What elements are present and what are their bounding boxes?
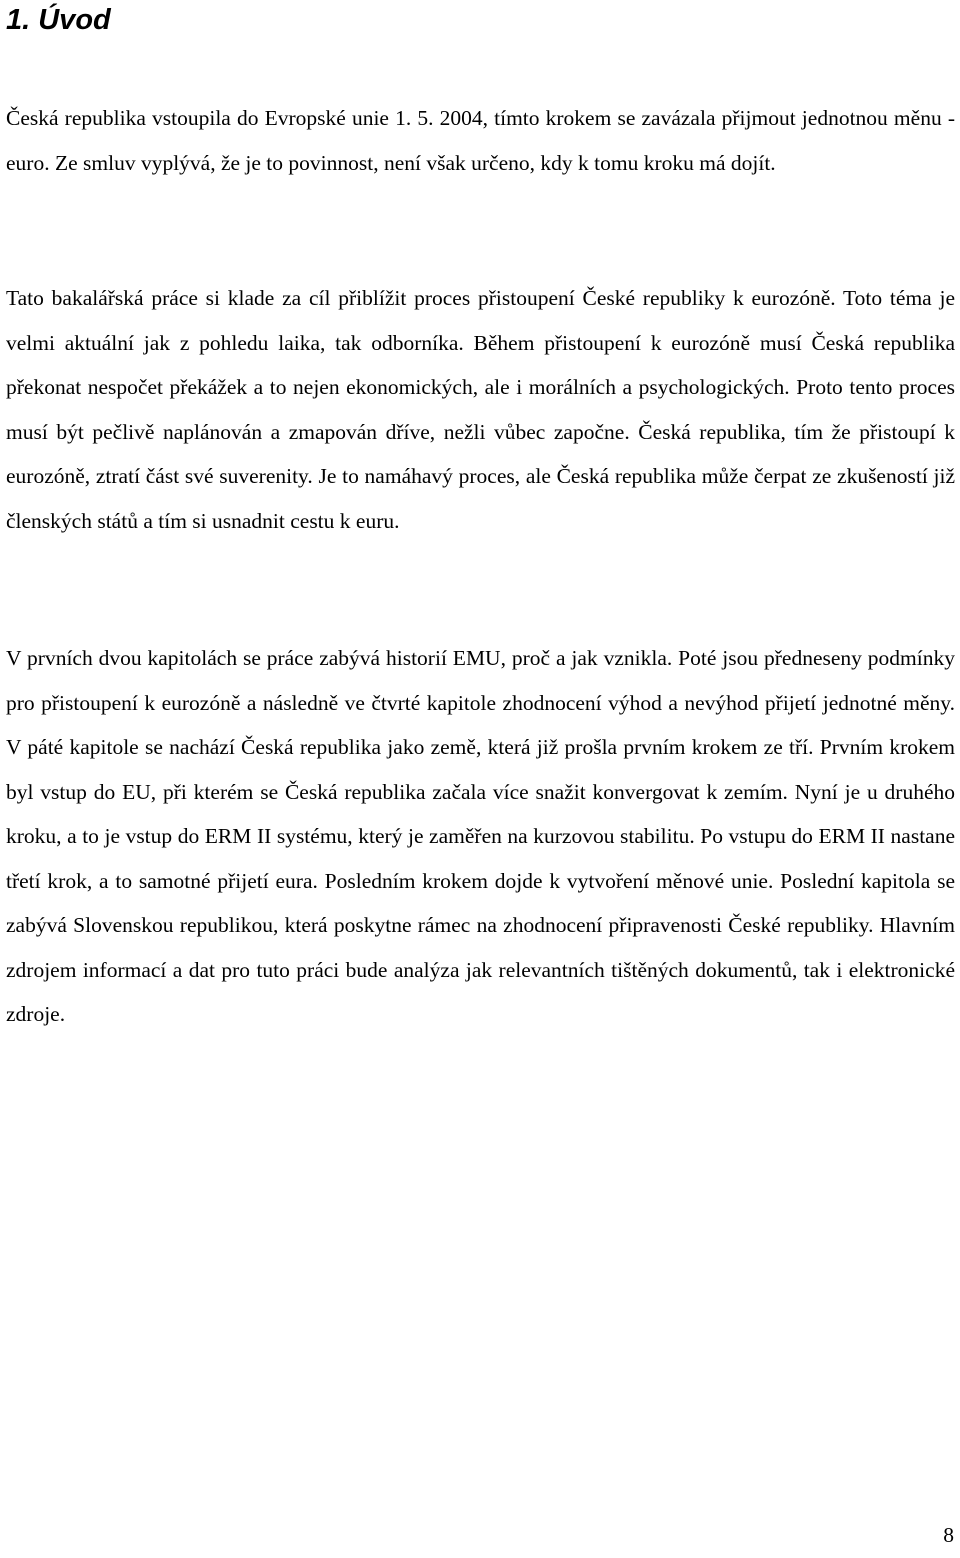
page-number: 8 [943,1523,954,1547]
section-heading: 1. Úvod [6,4,111,36]
paragraph-goal: Tato bakalářská práce si klade za cíl přiblížit proces přistoupení České republiky k eurozóně. Toto téma je velmi aktuální jak z pohledu laika, tak odborníka. Během přistoupení k eurozóně musí Česká republika překonat nespočet překážek a to nejen ekonomických, ale i morálních a psychologických. Proto tento proces musí být pečlivě naplánován a zmapován dříve, nežli vůbec započne. Česká republika, tím že přistoupí k eurozóně, ztratí část své suverenity. Je to namáhavý proces, ale Česká republika může čerpat ze zkušeností již členských států a tím si usnadnit cestu k euru. [6,286,955,533]
paragraph-intro: Česká republika vstoupila do Evropské unie 1. 5. 2004, tímto krokem se zavázala přijmout jednotnou měnu - euro. Ze smluv vyplývá, že je to povinnost, není však určeno, kdy k tomu kroku má dojít. [6,106,955,175]
paragraph-structure: V prvních dvou kapitolách se práce zabývá historií EMU, proč a jak vznikla. Poté jsou předneseny podmínky pro přistoupení k eurozóně a následně ve čtvrté kapitole zhodnocení výhod a nevýhod přijetí jednotné měny. V páté kapitole se nachází Česká republika jako země, která již prošla prvním krokem ze tří. Prvním krokem byl vstup do EU, při kterém se Česká republika začala více snažit konvergovat k zemím. Nyní je u druhého kroku, a to je vstup do ERM II systému, který je zaměřen na kurzovou stabilitu. Po vstupu do ERM II nastane třetí krok, a to samotné přijetí eura. Posledním krokem dojde k vytvoření měnové unie. Poslední kapitola se zabývá Slovenskou republikou, která poskytne rámec na zhodnocení připravenosti České republiky. Hlavním zdrojem informací a dat pro tuto práci bude analýza jak relevantních tištěných dokumentů, tak i elektronické zdroje. [6,646,955,1026]
